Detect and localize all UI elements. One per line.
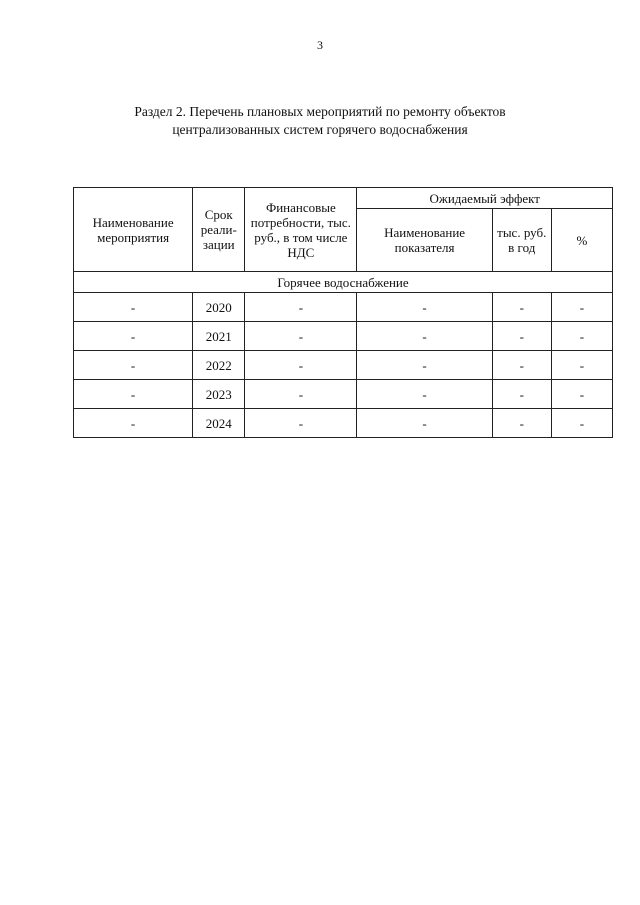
header-finance: Финансовые потребности, тыс. руб., в том числе НДС [245,188,357,272]
cell-event-name: - [74,322,193,351]
cell-finance: - [245,380,357,409]
section-title-line-1: Раздел 2. Перечень плановых мероприятий по ремонту объектов [134,104,506,119]
cell-percent: - [551,380,612,409]
cell-indicator: - [357,351,492,380]
header-term: Срок реали-зации [193,188,245,272]
header-rub-per-year: тыс. руб. в год [492,209,551,272]
cell-indicator: - [357,380,492,409]
cell-event-name: - [74,293,193,322]
cell-year: 2023 [193,380,245,409]
cell-rub-per-year: - [492,380,551,409]
cell-event-name: - [74,380,193,409]
cell-finance: - [245,409,357,438]
page-number: 3 [317,38,323,52]
cell-year: 2022 [193,351,245,380]
table-row [74,351,613,380]
cell-percent: - [551,293,612,322]
table-row [74,293,613,322]
repair-plan-table [73,187,613,438]
cell-percent: - [551,322,612,351]
cell-year: 2021 [193,322,245,351]
cell-indicator: - [357,293,492,322]
cell-rub-per-year: - [492,322,551,351]
cell-year: 2020 [193,293,245,322]
cell-rub-per-year: - [492,351,551,380]
cell-percent: - [551,351,612,380]
table-row [74,380,613,409]
section-title [80,103,560,139]
cell-finance: - [245,351,357,380]
cell-percent: - [551,409,612,438]
cell-finance: - [245,293,357,322]
section-title-line-2: централизованных систем горячего водоснабжения [172,122,468,137]
header-percent: % [551,209,612,272]
cell-event-name: - [74,351,193,380]
header-indicator-name: Наименование показателя [357,209,492,272]
cell-rub-per-year: - [492,293,551,322]
cell-rub-per-year: - [492,409,551,438]
cell-finance: - [245,322,357,351]
table-row [74,409,613,438]
cell-indicator: - [357,322,492,351]
table-row [74,322,613,351]
header-event-name: Наименование мероприятия [74,188,193,272]
section-row-hot-water: Горячее водоснабжение [74,272,613,293]
header-expected-effect: Ожидаемый эффект [357,188,613,209]
cell-event-name: - [74,409,193,438]
cell-indicator: - [357,409,492,438]
cell-year: 2024 [193,409,245,438]
